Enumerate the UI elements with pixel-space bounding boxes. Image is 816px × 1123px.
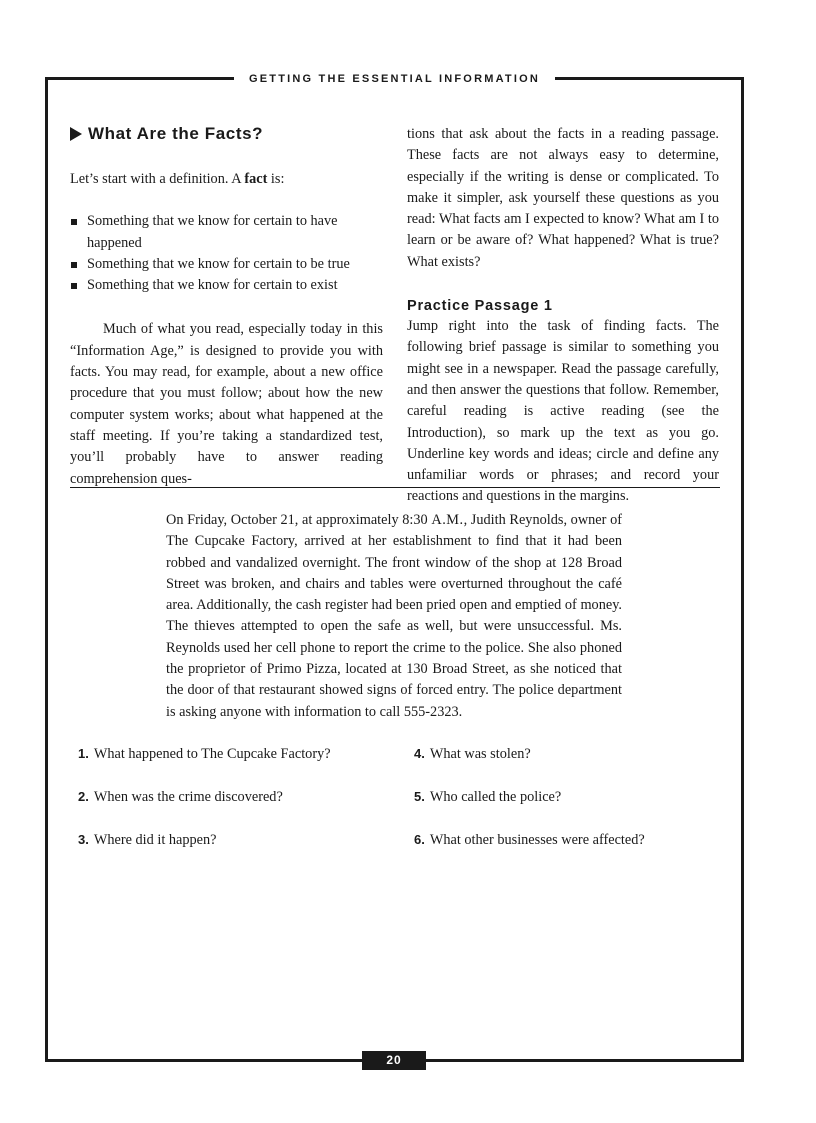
frame-right-rule <box>741 77 744 1062</box>
question-item: 3. Where did it happen? <box>78 832 217 848</box>
fact-definition-list <box>70 211 383 296</box>
definition-intro: Let’s start with a definition. A fact is: <box>70 171 285 187</box>
square-bullet-icon <box>71 262 77 268</box>
section-heading-text: What Are the Facts? <box>88 124 264 143</box>
left-column <box>70 122 383 490</box>
section-divider <box>70 487 720 488</box>
running-head: GETTING THE ESSENTIAL INFORMATION <box>234 70 555 88</box>
question-item: 6. What other businesses were affected? <box>414 832 645 848</box>
triangle-bullet-icon <box>70 127 82 141</box>
square-bullet-icon <box>71 283 77 289</box>
question-item: 2. When was the crime discovered? <box>78 789 283 805</box>
time-suffix: A.M. <box>431 512 464 528</box>
body-paragraph: Much of what you read, especially today in this “Information Age,” is designed to provide you with facts. You may read, for example, about a new office procedure that you must follow; about how the new computer system works; about what happened at the staff meeting. If you’re taking a standardized test, you’ll probably have to answer reading comprehension ques- <box>70 321 383 487</box>
body-paragraph-continued: tions that ask about the facts in a reading passage. These facts are not always easy to determine, especially if the writing is dense or complicated. To make it simpler, ask yourself these questions as you read: What facts am I expected to know? What am I to learn or be aware of? What happened? What is true? What exists? <box>407 126 719 270</box>
question-item: 1. What happened to The Cupcake Factory? <box>78 746 331 762</box>
page-number: 20 <box>362 1051 426 1070</box>
fact-term: fact <box>244 171 268 187</box>
practice-passage: On Friday, October 21, at approximately 8:30 A.M., Judith Reynolds, owner of The Cupcake Factory, arrived at her establishment to find that it had been robbed and vandalized overnight. The front window of the shop at 128 Broad Street was broken, and chairs and tables were overturned throughout the café area. Additionally, the cash register had been pried open and emptied of money. The thieves attempted to open the safe as well, but were unsuccessful. Ms. Reynolds used her cell phone to report the crime to the police. She also phoned the proprietor of Primo Pizza, located at 130 Broad Street, as she noticed that the door of that restaurant showed signs of forced entry. The police department is asking anyone with information to call 555-2323. <box>166 512 622 720</box>
list-item: Something that we know for certain to be true <box>70 254 383 275</box>
frame-left-rule <box>45 77 48 1062</box>
practice-instructions: Jump right into the task of finding facts. The following brief passage is similar to something you might see in a newspaper. Read the passage carefully, and then answer the questions that follow. Remember, careful reading is active reading (see the Introduction), so mark up the text as you go. Underline key words and ideas; circle and define any unfamiliar words or phrases; and record your reactions and questions in the margins. <box>407 318 719 505</box>
square-bullet-icon <box>71 219 77 225</box>
question-item: 5. Who called the police? <box>414 789 562 805</box>
subheading: Practice Passage 1 <box>407 298 553 315</box>
list-item: Something that we know for certain to have happened <box>70 211 383 254</box>
question-item: 4. What was stolen? <box>414 746 531 762</box>
right-column <box>407 124 719 508</box>
list-item: Something that we know for certain to exist <box>70 275 383 296</box>
section-heading <box>70 122 383 146</box>
